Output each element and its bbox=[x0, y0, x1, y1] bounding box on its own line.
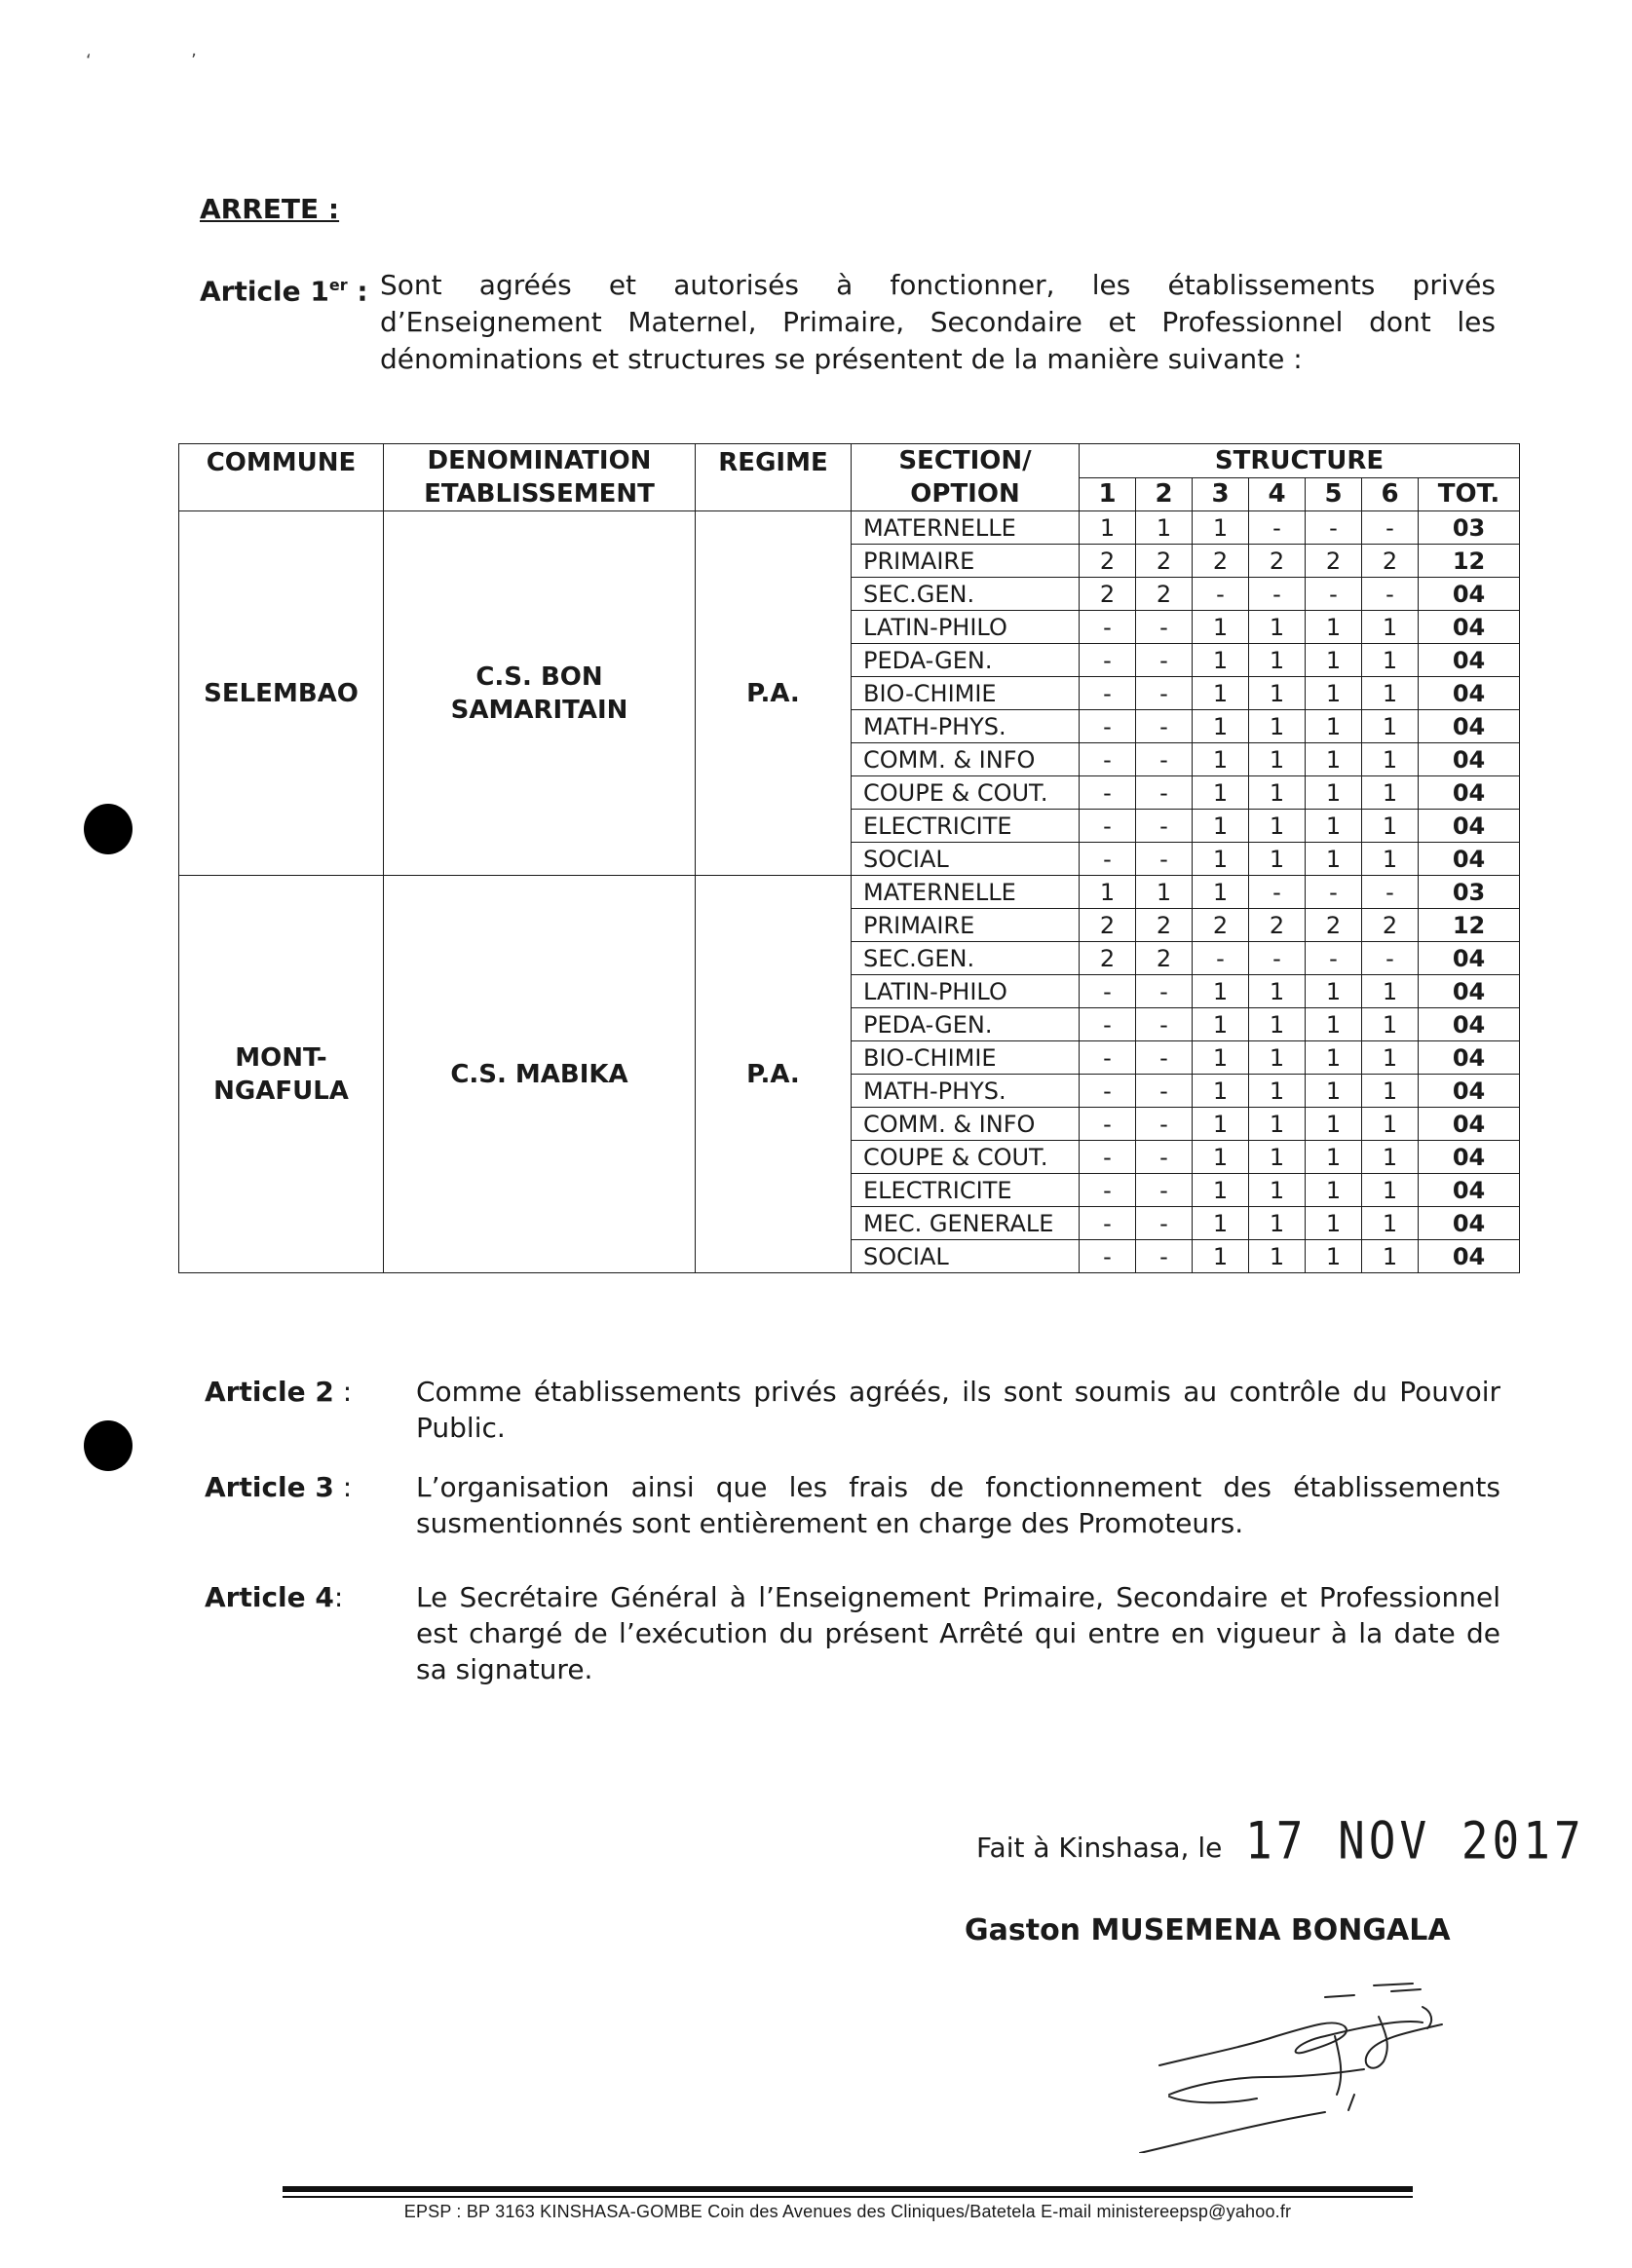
total-cell: 04 bbox=[1419, 776, 1520, 810]
level-cell: 1 bbox=[1306, 1207, 1362, 1240]
level-cell: 1 bbox=[1362, 1041, 1419, 1075]
level-cell: 1 bbox=[1362, 1075, 1419, 1108]
level-cell: 1 bbox=[1249, 644, 1306, 677]
level-cell: 1 bbox=[1362, 843, 1419, 876]
level-cell: 1 bbox=[1249, 1207, 1306, 1240]
level-cell: - bbox=[1193, 942, 1249, 975]
level-cell: 2 bbox=[1080, 545, 1136, 578]
level-cell: - bbox=[1136, 843, 1193, 876]
level-cell: 1 bbox=[1362, 1207, 1419, 1240]
level-cell: - bbox=[1306, 578, 1362, 611]
header-level: 3 bbox=[1193, 477, 1249, 511]
header-section-option: SECTION/ OPTION bbox=[852, 444, 1080, 511]
level-cell: - bbox=[1136, 1108, 1193, 1141]
level-cell: 1 bbox=[1249, 1108, 1306, 1141]
level-cell: 2 bbox=[1080, 909, 1136, 942]
level-cell: 1 bbox=[1080, 876, 1136, 909]
article-4-text: Le Secrétaire Général à l’Enseignement Primaire, Secondaire et Professionnel est chargé de l’exécution du présent Arrêté qui entre en vigueur à la date de sa signature. bbox=[416, 1581, 1500, 1685]
scan-mark-right: ʼ bbox=[191, 51, 197, 71]
level-cell: 2 bbox=[1362, 545, 1419, 578]
total-cell: 03 bbox=[1419, 511, 1520, 545]
table-row bbox=[179, 511, 1520, 545]
article-3-label: Article 3 : bbox=[205, 1471, 353, 1503]
level-cell: 1 bbox=[1193, 876, 1249, 909]
total-cell: 12 bbox=[1419, 545, 1520, 578]
level-cell: 1 bbox=[1306, 611, 1362, 644]
level-cell: 1 bbox=[1249, 776, 1306, 810]
level-cell: 1 bbox=[1193, 677, 1249, 710]
level-cell: 1 bbox=[1249, 1041, 1306, 1075]
level-cell: - bbox=[1080, 810, 1136, 843]
option-cell: ELECTRICITE bbox=[852, 810, 1080, 843]
option-cell: PEDA-GEN. bbox=[852, 1008, 1080, 1041]
level-cell: - bbox=[1080, 1008, 1136, 1041]
scan-mark-left: ʻ bbox=[86, 51, 92, 71]
level-cell: 1 bbox=[1193, 611, 1249, 644]
total-cell: 04 bbox=[1419, 942, 1520, 975]
header-denomination: DENOMINATION ETABLISSEMENT bbox=[384, 444, 696, 511]
level-cell: 1 bbox=[1306, 1108, 1362, 1141]
option-cell: LATIN-PHILO bbox=[852, 611, 1080, 644]
option-cell: SOCIAL bbox=[852, 1240, 1080, 1273]
total-cell: 04 bbox=[1419, 611, 1520, 644]
level-cell: 1 bbox=[1362, 644, 1419, 677]
total-cell: 03 bbox=[1419, 876, 1520, 909]
structure-table bbox=[178, 443, 1520, 1273]
date-stamp: 17 NOV 2017 bbox=[1245, 1809, 1585, 1871]
level-cell: - bbox=[1080, 975, 1136, 1008]
level-cell: - bbox=[1080, 1240, 1136, 1273]
level-cell: 1 bbox=[1249, 677, 1306, 710]
header-level: 2 bbox=[1136, 477, 1193, 511]
level-cell: 1 bbox=[1193, 975, 1249, 1008]
option-cell: SEC.GEN. bbox=[852, 942, 1080, 975]
level-cell: - bbox=[1136, 1041, 1193, 1075]
level-cell: - bbox=[1080, 710, 1136, 743]
article-2 bbox=[205, 1374, 1500, 1446]
option-cell: COMM. & INFO bbox=[852, 1108, 1080, 1141]
punch-hole-top bbox=[84, 804, 133, 854]
level-cell: 1 bbox=[1193, 743, 1249, 776]
level-cell: 1 bbox=[1249, 611, 1306, 644]
level-cell: - bbox=[1249, 578, 1306, 611]
level-cell: - bbox=[1080, 1108, 1136, 1141]
level-cell: 2 bbox=[1306, 545, 1362, 578]
level-cell: 2 bbox=[1136, 578, 1193, 611]
article-4 bbox=[205, 1579, 1500, 1687]
level-cell: 1 bbox=[1193, 810, 1249, 843]
table-body bbox=[179, 511, 1520, 1273]
total-cell: 04 bbox=[1419, 677, 1520, 710]
level-cell: 2 bbox=[1249, 909, 1306, 942]
footer-address: EPSP : BP 3163 KINSHASA-GOMBE Coin des Avenues des Cliniques/Batetela E-mail ministereepsp@yahoo.fr bbox=[403, 2202, 1292, 2221]
regime-cell: P.A. bbox=[696, 876, 852, 1273]
level-cell: 1 bbox=[1362, 810, 1419, 843]
option-cell: SOCIAL bbox=[852, 843, 1080, 876]
level-cell: - bbox=[1080, 611, 1136, 644]
level-cell: 2 bbox=[1306, 909, 1362, 942]
level-cell: 1 bbox=[1306, 810, 1362, 843]
level-cell: 1 bbox=[1306, 975, 1362, 1008]
level-cell: 2 bbox=[1080, 942, 1136, 975]
level-cell: - bbox=[1080, 1174, 1136, 1207]
level-cell: 1 bbox=[1249, 843, 1306, 876]
level-cell: 1 bbox=[1249, 975, 1306, 1008]
option-cell: MATERNELLE bbox=[852, 511, 1080, 545]
table-row bbox=[179, 876, 1520, 909]
total-cell: 04 bbox=[1419, 1141, 1520, 1174]
level-cell: 2 bbox=[1193, 545, 1249, 578]
level-cell: 1 bbox=[1249, 1174, 1306, 1207]
level-cell: - bbox=[1193, 578, 1249, 611]
level-cell: 1 bbox=[1193, 1075, 1249, 1108]
level-cell: 1 bbox=[1193, 511, 1249, 545]
option-cell: PRIMAIRE bbox=[852, 909, 1080, 942]
level-cell: - bbox=[1136, 1207, 1193, 1240]
option-cell: MATH-PHYS. bbox=[852, 1075, 1080, 1108]
level-cell: 1 bbox=[1362, 1240, 1419, 1273]
level-cell: 2 bbox=[1362, 909, 1419, 942]
level-cell: - bbox=[1362, 578, 1419, 611]
level-cell: - bbox=[1080, 776, 1136, 810]
total-cell: 04 bbox=[1419, 1240, 1520, 1273]
level-cell: 1 bbox=[1306, 644, 1362, 677]
total-cell: 04 bbox=[1419, 975, 1520, 1008]
article-1-label: Article 1er : bbox=[200, 275, 368, 308]
level-cell: 1 bbox=[1193, 843, 1249, 876]
level-cell: - bbox=[1136, 644, 1193, 677]
level-cell: - bbox=[1080, 1207, 1136, 1240]
level-cell: 1 bbox=[1306, 1174, 1362, 1207]
level-cell: - bbox=[1136, 1008, 1193, 1041]
level-cell: 1 bbox=[1193, 776, 1249, 810]
article-3-text: L’organisation ainsi que les frais de fonctionnement des établissements susmentionnés sont entièrement en charge des Promoteurs. bbox=[416, 1471, 1500, 1539]
level-cell: 1 bbox=[1362, 710, 1419, 743]
level-cell: - bbox=[1080, 1041, 1136, 1075]
level-cell: - bbox=[1080, 1141, 1136, 1174]
footer-rule-thin bbox=[283, 2196, 1413, 2198]
level-cell: 2 bbox=[1136, 545, 1193, 578]
option-cell: MEC. GENERALE bbox=[852, 1207, 1080, 1240]
level-cell: - bbox=[1080, 677, 1136, 710]
level-cell: 1 bbox=[1306, 1240, 1362, 1273]
level-cell: - bbox=[1306, 876, 1362, 909]
level-cell: 1 bbox=[1306, 710, 1362, 743]
level-cell: 2 bbox=[1080, 578, 1136, 611]
total-cell: 04 bbox=[1419, 710, 1520, 743]
level-cell: 2 bbox=[1193, 909, 1249, 942]
level-cell: - bbox=[1249, 942, 1306, 975]
level-cell: - bbox=[1136, 710, 1193, 743]
level-cell: - bbox=[1136, 1075, 1193, 1108]
article-1-text: Sont agréés et autorisés à fonctionner, les établissements privés d’Enseignement Maternel, Primaire, Secondaire et Professionnel dont les dénominations et structures se présentent de la manière suivante : bbox=[380, 269, 1496, 375]
option-cell: LATIN-PHILO bbox=[852, 975, 1080, 1008]
handwritten-signature bbox=[1130, 1968, 1481, 2153]
level-cell: 1 bbox=[1249, 1008, 1306, 1041]
header-commune: COMMUNE bbox=[179, 444, 384, 511]
level-cell: 2 bbox=[1249, 545, 1306, 578]
total-cell: 04 bbox=[1419, 1207, 1520, 1240]
header-level: 5 bbox=[1306, 477, 1362, 511]
level-cell: 1 bbox=[1306, 1075, 1362, 1108]
level-cell: - bbox=[1136, 743, 1193, 776]
level-cell: 1 bbox=[1306, 1008, 1362, 1041]
option-cell: BIO-CHIMIE bbox=[852, 677, 1080, 710]
header-regime: REGIME bbox=[696, 444, 852, 511]
total-cell: 04 bbox=[1419, 1174, 1520, 1207]
option-cell: COMM. & INFO bbox=[852, 743, 1080, 776]
total-cell: 04 bbox=[1419, 1075, 1520, 1108]
option-cell: ELECTRICITE bbox=[852, 1174, 1080, 1207]
level-cell: 1 bbox=[1249, 1075, 1306, 1108]
level-cell: - bbox=[1136, 1240, 1193, 1273]
level-cell: 2 bbox=[1136, 942, 1193, 975]
level-cell: - bbox=[1362, 942, 1419, 975]
level-cell: 1 bbox=[1249, 810, 1306, 843]
article-2-label: Article 2 : bbox=[205, 1376, 353, 1408]
option-cell: PRIMAIRE bbox=[852, 545, 1080, 578]
option-cell: COUPE & COUT. bbox=[852, 776, 1080, 810]
commune-cell: SELEMBAO bbox=[179, 511, 384, 876]
regime-cell: P.A. bbox=[696, 511, 852, 876]
level-cell: 1 bbox=[1193, 1008, 1249, 1041]
option-cell: SEC.GEN. bbox=[852, 578, 1080, 611]
level-cell: 1 bbox=[1193, 1174, 1249, 1207]
option-cell: MATH-PHYS. bbox=[852, 710, 1080, 743]
level-cell: - bbox=[1136, 776, 1193, 810]
level-cell: - bbox=[1306, 511, 1362, 545]
header-level: 6 bbox=[1362, 477, 1419, 511]
level-cell: 2 bbox=[1136, 909, 1193, 942]
level-cell: 1 bbox=[1306, 677, 1362, 710]
level-cell: 1 bbox=[1306, 776, 1362, 810]
level-cell: - bbox=[1136, 810, 1193, 843]
level-cell: 1 bbox=[1136, 511, 1193, 545]
level-cell: - bbox=[1306, 942, 1362, 975]
level-cell: 1 bbox=[1306, 843, 1362, 876]
level-cell: 1 bbox=[1249, 1240, 1306, 1273]
level-cell: 1 bbox=[1193, 710, 1249, 743]
level-cell: 1 bbox=[1193, 1207, 1249, 1240]
table-header-row bbox=[179, 444, 1520, 478]
level-cell: - bbox=[1136, 677, 1193, 710]
level-cell: - bbox=[1362, 511, 1419, 545]
article-4-label: Article 4: bbox=[205, 1581, 344, 1613]
level-cell: 1 bbox=[1193, 1108, 1249, 1141]
signer-name: Gaston MUSEMENA BONGALA bbox=[965, 1913, 1451, 1947]
article-3 bbox=[205, 1469, 1500, 1541]
place-date-label: Fait à Kinshasa, le bbox=[976, 1832, 1223, 1864]
denomination-cell: C.S. BON SAMARITAIN bbox=[384, 511, 696, 876]
total-cell: 04 bbox=[1419, 743, 1520, 776]
level-cell: 1 bbox=[1080, 511, 1136, 545]
level-cell: 1 bbox=[1306, 1041, 1362, 1075]
option-cell: PEDA-GEN. bbox=[852, 644, 1080, 677]
total-cell: 04 bbox=[1419, 1041, 1520, 1075]
article-2-text: Comme établissements privés agréés, ils sont soumis au contrôle du Pouvoir Public. bbox=[416, 1376, 1500, 1444]
level-cell: 1 bbox=[1249, 743, 1306, 776]
total-cell: 12 bbox=[1419, 909, 1520, 942]
level-cell: - bbox=[1136, 1174, 1193, 1207]
level-cell: - bbox=[1136, 975, 1193, 1008]
level-cell: - bbox=[1362, 876, 1419, 909]
header-level: 1 bbox=[1080, 477, 1136, 511]
level-cell: - bbox=[1249, 511, 1306, 545]
level-cell: 1 bbox=[1362, 1141, 1419, 1174]
option-cell: COUPE & COUT. bbox=[852, 1141, 1080, 1174]
denomination-cell: C.S. MABIKA bbox=[384, 876, 696, 1273]
level-cell: 1 bbox=[1362, 975, 1419, 1008]
level-cell: 1 bbox=[1306, 743, 1362, 776]
option-cell: BIO-CHIMIE bbox=[852, 1041, 1080, 1075]
total-cell: 04 bbox=[1419, 1008, 1520, 1041]
level-cell: 1 bbox=[1362, 776, 1419, 810]
level-cell: 1 bbox=[1362, 1108, 1419, 1141]
level-cell: - bbox=[1080, 743, 1136, 776]
level-cell: 1 bbox=[1362, 677, 1419, 710]
level-cell: 1 bbox=[1193, 1041, 1249, 1075]
option-cell: MATERNELLE bbox=[852, 876, 1080, 909]
total-cell: 04 bbox=[1419, 578, 1520, 611]
level-cell: - bbox=[1080, 1075, 1136, 1108]
level-cell: - bbox=[1080, 644, 1136, 677]
level-cell: 1 bbox=[1306, 1141, 1362, 1174]
level-cell: - bbox=[1136, 611, 1193, 644]
total-cell: 04 bbox=[1419, 843, 1520, 876]
level-cell: - bbox=[1080, 843, 1136, 876]
level-cell: 1 bbox=[1362, 1174, 1419, 1207]
level-cell: 1 bbox=[1193, 1240, 1249, 1273]
level-cell: 1 bbox=[1193, 644, 1249, 677]
level-cell: - bbox=[1136, 1141, 1193, 1174]
commune-cell: MONT-NGAFULA bbox=[179, 876, 384, 1273]
total-cell: 04 bbox=[1419, 1108, 1520, 1141]
header-total: TOT. bbox=[1419, 477, 1520, 511]
level-cell: 1 bbox=[1362, 1008, 1419, 1041]
header-structure: STRUCTURE bbox=[1080, 444, 1520, 478]
arrete-heading: ARRETE : bbox=[200, 193, 340, 225]
level-cell: 1 bbox=[1249, 710, 1306, 743]
level-cell: 1 bbox=[1362, 743, 1419, 776]
header-level: 4 bbox=[1249, 477, 1306, 511]
level-cell: 1 bbox=[1193, 1141, 1249, 1174]
level-cell: 1 bbox=[1249, 1141, 1306, 1174]
total-cell: 04 bbox=[1419, 810, 1520, 843]
total-cell: 04 bbox=[1419, 644, 1520, 677]
level-cell: 1 bbox=[1136, 876, 1193, 909]
level-cell: - bbox=[1249, 876, 1306, 909]
article-1 bbox=[200, 267, 1496, 378]
punch-hole-bottom bbox=[84, 1420, 133, 1471]
level-cell: 1 bbox=[1362, 611, 1419, 644]
footer-rule-thick bbox=[283, 2186, 1413, 2192]
